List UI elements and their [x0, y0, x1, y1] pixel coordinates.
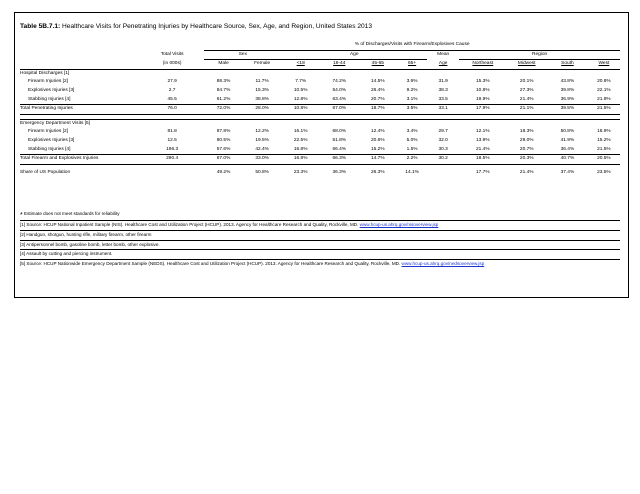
value-cell: 20.1%	[519, 79, 534, 85]
value-cell: 50.8%	[255, 169, 269, 175]
col-under-18: <18	[296, 61, 305, 67]
share-row	[20, 169, 620, 178]
header-total-visits-unit: (in 000s)	[162, 60, 182, 66]
value-cell: 12.1%	[476, 129, 490, 135]
footnote-5-link[interactable]: www.hcup-us.ahrq.gov/nedsoverview.jsp	[401, 261, 485, 267]
total-visits-cell: 27.9	[167, 79, 177, 85]
total-visits-cell: 12.5	[167, 137, 177, 143]
header-region: Region	[459, 50, 620, 60]
col-mean-age: Age	[438, 60, 448, 66]
header-row-group	[20, 41, 620, 50]
table-body	[20, 69, 620, 177]
total-visits-cell	[140, 169, 204, 178]
header-sex: Sex	[204, 50, 281, 60]
table-number: Table 5B.7.1:	[20, 23, 61, 30]
value-cell: 21.4%	[476, 146, 490, 152]
value-cell: 74.2%	[332, 79, 347, 85]
value-cell: 13.9%	[476, 137, 490, 143]
value-cell: 33.1	[427, 105, 459, 115]
section-title-row	[20, 69, 620, 78]
value-cell: 18.9%	[597, 129, 611, 135]
value-cell: 10.8%	[476, 87, 490, 93]
total-row	[20, 105, 620, 115]
value-cell: 27.3%	[519, 87, 534, 93]
value-cell: 40.7%	[547, 155, 588, 165]
value-cell: 43.8%	[560, 79, 575, 85]
value-cell: 38.3	[438, 87, 448, 93]
footnote-1-link[interactable]: www.hcup-us.ahrq.gov/nisoverview.jsp	[359, 222, 439, 227]
value-cell: 49.2%	[216, 169, 231, 175]
value-cell: 18.7%	[359, 105, 398, 115]
value-cell: 72.0%	[204, 105, 243, 115]
section-title-row	[20, 119, 620, 128]
header-group-label: % of Discharges/Visits with Firearm/Explosives Cause	[204, 41, 620, 50]
value-cell: 26.3%	[371, 169, 385, 175]
value-cell: 18.3%	[519, 129, 534, 135]
value-cell: 39.5%	[547, 105, 588, 115]
value-cell: 21.5%	[597, 146, 611, 152]
value-cell: 14.1%	[405, 169, 419, 175]
value-cell: 15.3%	[255, 87, 269, 93]
value-cell: 36.9%	[560, 96, 575, 102]
value-cell: 15.2%	[597, 137, 611, 143]
value-cell: 14.5%	[371, 79, 385, 85]
value-cell: 9.2%	[406, 87, 418, 93]
value-cell: 68.0%	[332, 129, 347, 135]
value-cell: 7.7%	[295, 79, 307, 85]
value-cell: 29.7	[438, 129, 448, 135]
value-cell: 3.5%	[397, 105, 427, 115]
value-cell: 16.8%	[281, 155, 320, 165]
value-cell: 20.7%	[519, 146, 534, 152]
table-row	[20, 96, 620, 105]
value-cell: 19.5%	[255, 137, 269, 143]
footnote-1-text: [1] Source: HCUP National Inpatient Sample (NIS). Healthcare Cost and Utilization Project (HCUP). 2013. Agency for Healthcare Research and Quality, Rockville, MD.	[20, 222, 359, 227]
row-label: Explosives Injuries [3]	[28, 137, 75, 143]
value-cell: 57.6%	[216, 146, 231, 152]
value-cell: 88.3%	[216, 79, 231, 85]
value-cell: 20.7%	[371, 96, 385, 102]
value-cell: 2.2%	[397, 155, 427, 165]
value-cell: 36.4%	[560, 146, 575, 152]
value-cell: 3.1%	[406, 96, 418, 102]
value-cell: 19.9%	[476, 96, 490, 102]
value-cell: 30.2	[427, 155, 459, 165]
value-cell: 10.5%	[293, 87, 308, 93]
asterisk-symbol: *	[20, 212, 23, 219]
value-cell: 21.9%	[597, 96, 611, 102]
header-row-columns	[20, 60, 620, 70]
value-cell: 66.4%	[332, 146, 347, 152]
value-cell: 39.8%	[560, 87, 575, 93]
data-table-container	[20, 41, 620, 177]
header-row-categories	[20, 50, 620, 60]
total-visits-cell: 290.4	[140, 155, 204, 165]
value-cell: 17.7%	[476, 169, 490, 175]
total-visits-cell: 196.3	[166, 146, 179, 152]
value-cell: 16.8%	[293, 146, 308, 152]
value-cell: 38.8%	[255, 96, 269, 102]
row-label: Stabbing Injuries [4]	[28, 96, 71, 102]
section-title: Emergency Department Visits [5]	[20, 119, 620, 128]
table-row	[20, 137, 620, 146]
header-total-visits: Total Visits	[160, 51, 184, 57]
value-cell: 14.7%	[359, 155, 398, 165]
value-cell: 66.3%	[320, 155, 359, 165]
total-visits-cell: 76.0	[140, 105, 204, 115]
value-cell: 3.6%	[406, 79, 418, 85]
value-cell: 20.6%	[371, 137, 385, 143]
value-cell: 29.0%	[519, 137, 534, 143]
value-cell: 17.9%	[459, 105, 506, 115]
value-cell: 12.4%	[371, 129, 385, 135]
value-cell: 21.4%	[519, 96, 534, 102]
row-label: Total Penetrating Injuries	[20, 105, 140, 115]
value-cell: 67.0%	[204, 155, 243, 165]
value-cell: 54.0%	[332, 87, 347, 93]
value-cell: 12.2%	[255, 129, 269, 135]
value-cell: 61.2%	[216, 96, 231, 102]
section-title: Hospital Discharges [1]	[20, 69, 620, 78]
total-visits-cell: 81.8	[167, 129, 177, 135]
asterisk-text: Estimate does not meet standards for reliability	[24, 211, 120, 216]
table-title: Healthcare Visits for Penetrating Injuries by Healthcare Source, Sex, Age, and Region, United States 2013	[62, 23, 372, 30]
value-cell: 84.7%	[216, 87, 231, 93]
col-south: South	[561, 61, 574, 67]
value-cell: 5.0%	[406, 137, 418, 143]
value-cell: 50.8%	[560, 129, 575, 135]
value-cell: 80.5%	[216, 137, 231, 143]
value-cell: 26.4%	[371, 87, 385, 93]
value-cell: 20.3%	[506, 155, 547, 165]
value-cell: 31.9	[438, 79, 448, 85]
value-cell: 10.8%	[281, 105, 320, 115]
value-cell: 36.3%	[332, 169, 347, 175]
value-cell: 16.1%	[293, 129, 308, 135]
footnote-1	[20, 221, 620, 231]
value-cell: 23.5%	[597, 169, 611, 175]
value-cell: 15.2%	[371, 146, 385, 152]
total-visits-cell: 2.7	[168, 87, 176, 93]
data-table	[20, 41, 620, 177]
value-cell: 63.4%	[332, 96, 347, 102]
footnote-5	[20, 260, 620, 268]
value-cell: 28.0%	[243, 105, 282, 115]
footnote-3: [3] Antipersonnel bomb, gasoline bomb, letter bomb, other explosive.	[20, 241, 620, 251]
value-cell: 32.0	[438, 137, 448, 143]
col-female: Female	[254, 61, 271, 67]
col-west: West	[598, 61, 610, 67]
table-row	[20, 87, 620, 96]
row-label: Stabbing Injuries [4]	[28, 146, 71, 152]
value-cell: 20.8%	[597, 79, 611, 85]
row-label: Share of US Population	[20, 169, 71, 175]
footnote-4: [4] Assault by cutting and piercing instrument.	[20, 250, 620, 260]
table-row	[20, 78, 620, 87]
footnote-asterisk	[20, 210, 620, 221]
header-age: Age	[281, 50, 427, 60]
value-cell: 12.8%	[293, 96, 308, 102]
col-midwest: Midwest	[517, 61, 536, 67]
value-cell: 3.4%	[406, 129, 418, 135]
value-cell: 23.3%	[293, 169, 308, 175]
value-cell: 11.7%	[255, 79, 269, 85]
value-cell: 15.3%	[476, 79, 490, 85]
value-cell: 18.5%	[459, 155, 506, 165]
footnote-2: [2] Handgun, shotgun, hunting rifle, military firearm, other firearm	[20, 231, 620, 241]
value-cell: 37.4%	[560, 169, 575, 175]
table-row	[20, 146, 620, 155]
value-cell: 21.4%	[519, 169, 534, 175]
value-cell: 30.3	[438, 146, 448, 152]
page-title	[20, 23, 372, 30]
table-row	[20, 128, 620, 137]
value-cell: 41.9%	[560, 137, 575, 143]
col-male: Male	[218, 61, 229, 67]
value-cell: 33.0%	[243, 155, 282, 165]
value-cell: 22.5%	[293, 137, 308, 143]
value-cell: 1.5%	[406, 146, 418, 152]
total-row	[20, 155, 620, 165]
value-cell: 67.0%	[320, 105, 359, 115]
row-label: Explosives Injuries [3]	[28, 87, 75, 93]
value-cell: 51.8%	[332, 137, 347, 143]
value-cell	[427, 169, 459, 178]
col-18-44: 18-44	[333, 61, 346, 67]
value-cell: 42.4%	[255, 146, 269, 152]
footnote-5-text: [5] Source: HCUP Nationwide Emergency Department Sample (NEDS). Healthcare Cost and Utilization Project (HCUP). 2013. Agency for Healthcare Research and Quality, Rockville, MD.	[20, 261, 401, 267]
header-mean: Mean	[437, 51, 450, 57]
row-label: Firearm Injuries [2]	[28, 79, 68, 85]
col-northeast: Northeast	[472, 61, 494, 67]
col-45-65: 45-65	[371, 61, 384, 67]
value-cell: 21.5%	[588, 105, 620, 115]
total-visits-cell: 45.5	[167, 96, 177, 102]
value-cell: 20.5%	[588, 155, 620, 165]
value-cell: 22.1%	[597, 87, 611, 93]
value-cell: 87.8%	[216, 129, 231, 135]
value-cell: 33.5	[438, 96, 448, 102]
row-label: Total Firearm and Explosives Injuries	[20, 155, 140, 165]
footnotes	[20, 210, 620, 268]
value-cell: 21.1%	[506, 105, 547, 115]
row-label: Firearm Injuries [2]	[28, 129, 68, 135]
col-65-plus: 65+	[408, 61, 417, 67]
